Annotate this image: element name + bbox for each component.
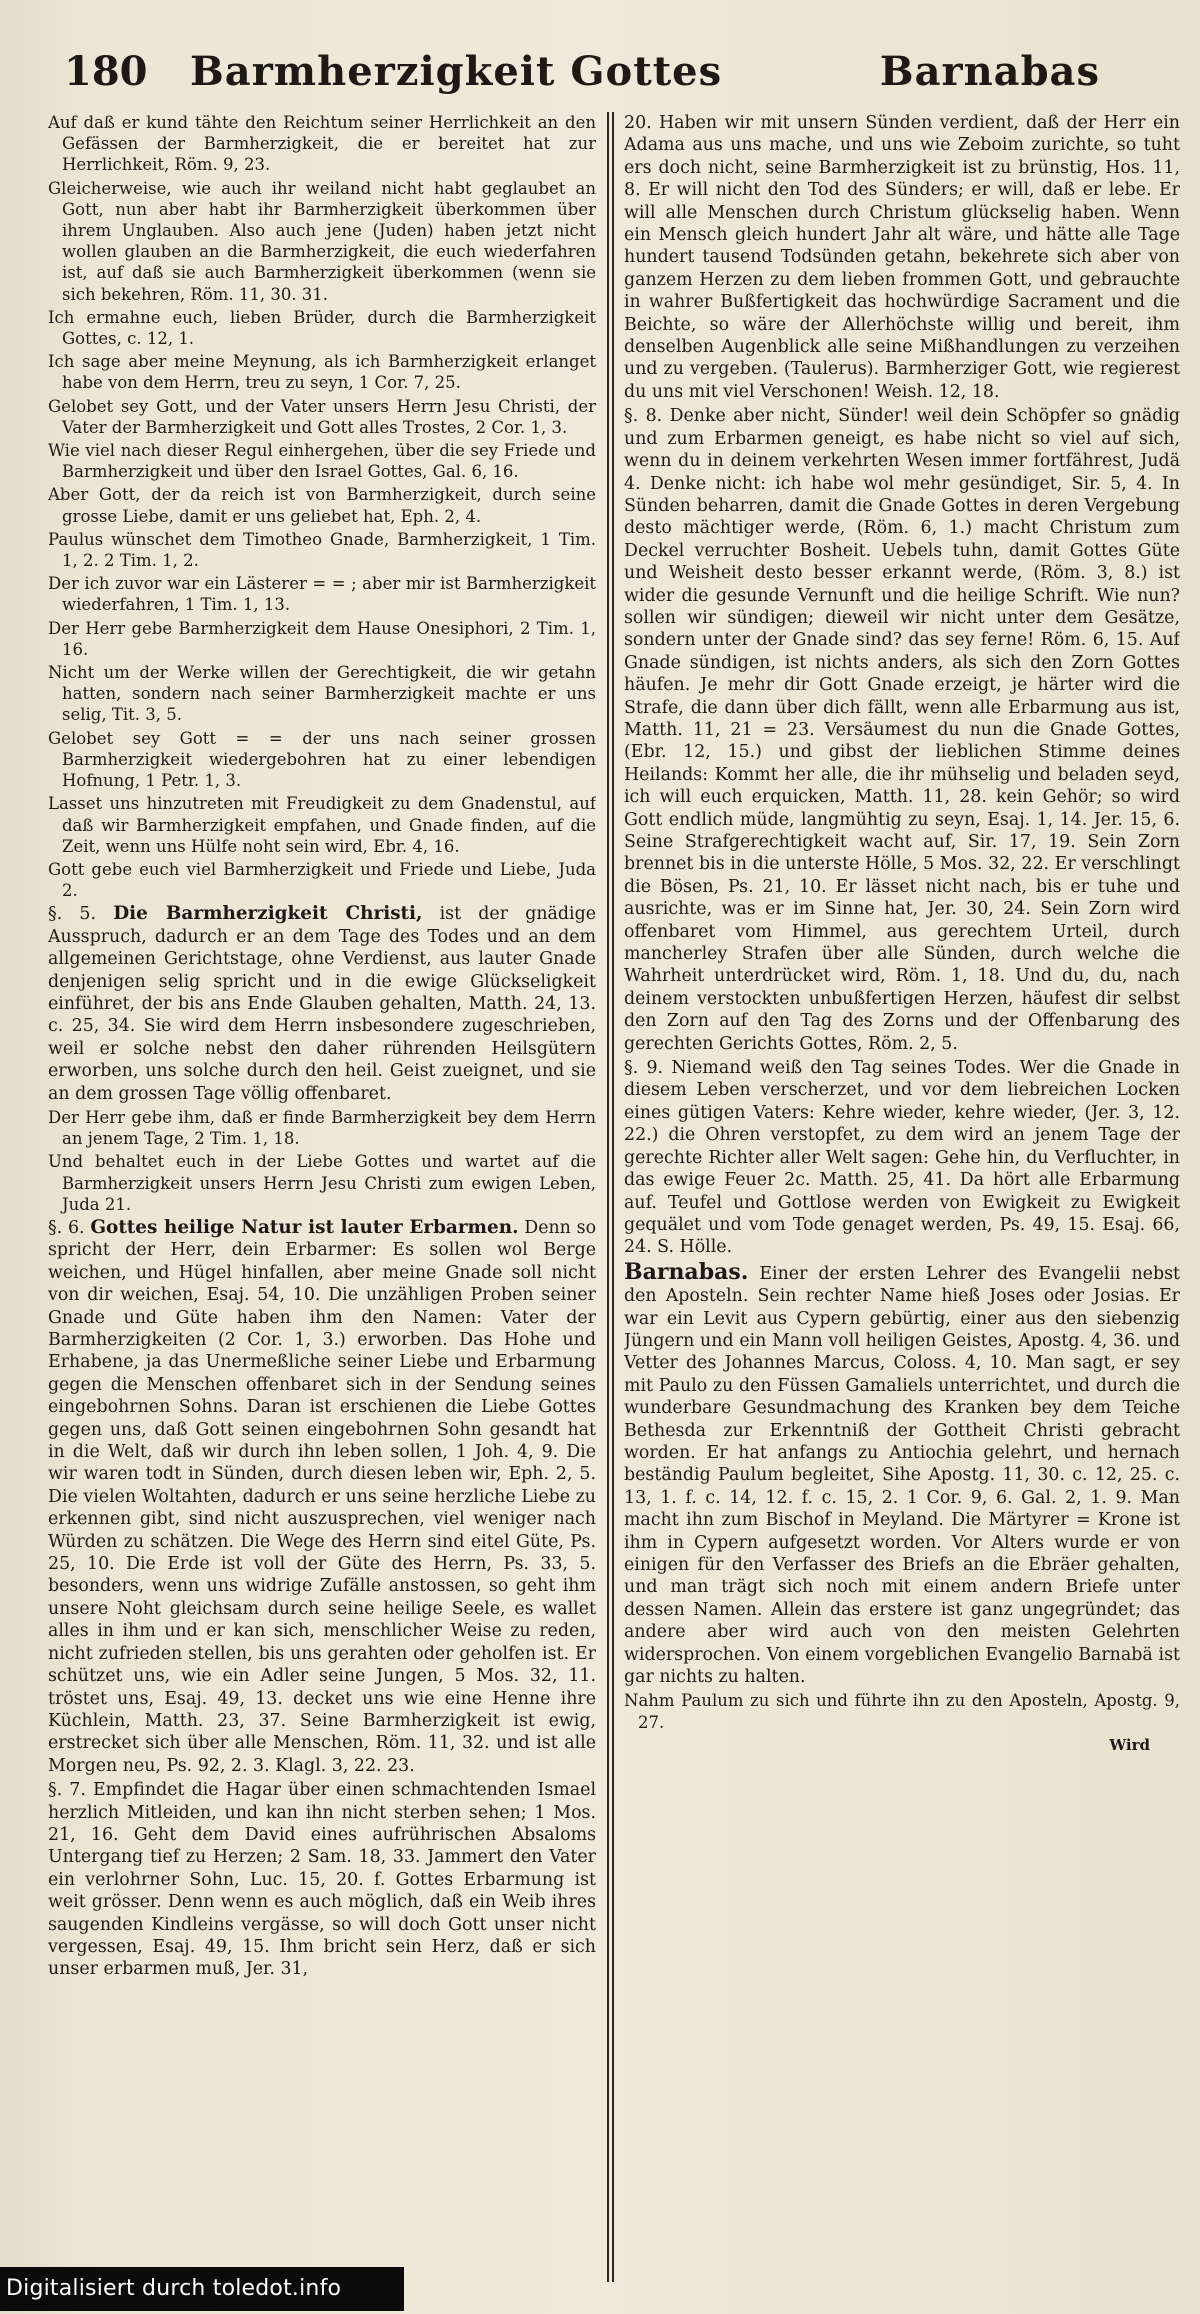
entry-headword: Barnabas.: [624, 1258, 749, 1285]
column-divider: [612, 112, 614, 2282]
section-heading: Die Barmherzigkeit Christi,: [113, 903, 423, 925]
page-header: [50, 48, 1160, 108]
running-head-left: Barmherzigkeit Gottes: [190, 48, 723, 95]
section-heading: Gottes heilige Natur ist lauter Erbarmen.: [90, 1216, 519, 1238]
scripture-quote: Gelobet sey Gott = = der uns nach seiner grossen Barmherzigkeit wiedergebohren hat zu einer lebendigen Hofnung, 1 Petr. 1, 3.: [48, 728, 596, 791]
column-divider: [607, 112, 609, 2282]
section-number: §. 6.: [48, 1217, 85, 1238]
scripture-quote: Und behaltet euch in der Liebe Gottes und wartet auf die Barmherzigkeit unsers Herrn Jesu Christi zum ewigen Leben, Juda 21.: [48, 1152, 596, 1214]
section-paragraph: [48, 1779, 596, 1981]
section-paragraph: [624, 112, 1180, 403]
scripture-quote: Gleicherweise, wie auch ihr weiland nicht habt geglaubet an Gott, nun aber habt ihr Barmherzigkeit überkommen über ihrem Unglauben. Also auch jene (Juden) haben jetzt nicht wollen glauben an die Barmherzigkeit, die euch wiederfahren ist, auf daß sie auch Barmherzigkeit überkommen (wenn sie sich bekehren, Röm. 11, 30. 31.: [48, 178, 596, 304]
section-paragraph: [624, 1057, 1180, 1259]
section-number: §. 5.: [48, 904, 96, 925]
scripture-quote: Der Herr gebe ihm, daß er finde Barmherzigkeit bey dem Herrn an jenem Tage, 2 Tim. 1, 18.: [48, 1107, 596, 1149]
section-paragraph: [48, 1217, 596, 1777]
body-text: Einer der ersten Lehrer des Evangelii nebst den Aposteln. Sein rechter Name hieß Joses oder Josias. Er war ein Levit aus Cypern gebürtig, einer aus den siebenzig Jüngern und ein Mann voll heiligen Geistes, Apostg. 4, 36. und Vetter des Johannes Marcus, Coloss. 4, 10. Man sagt, er sey mit Paulo zu den Füssen Gamaliels unterrichtet, und durch die wunderbare Gesundmachung des Kranken bey dem Teiche Bethesda zur Erkenntniß der Gottheit Christi gebracht worden. Er hat anfangs zu Antiochia gelehrt, und hernach beständig Paulum begleitet, Sihe Apostg. 11, 30. c. 12, 25. c. 13, 1. f. c. 14, 12. f. c. 15, 2. 1 Cor. 9, 6. Gal. 2, 1. 9. Man macht ihn zum Bischof in Meyland. Die Märtyrer = Krone ist ihm in Cypern aufgesetzt worden. Vor Alters wurde er von einigen für den Verfasser des Briefs an die Ebräer gehalten, und man trägt sich noch mit einem andern Briefe unter dessen Namen. Allein das erstere ist ganz ungegründet; das andere aber wird auch von den meisten Gelehrten widersprochen. Von einem vorgeblichen Evangelio Barnabä ist gar nichts zu halten.: [624, 1263, 1180, 1688]
body-text: Denke aber nicht, Sünder! weil dein Schöpfer so gnädig und zum Erbarmen geneigt, es habe nicht so viel auf sich, wenn du in deinem verkehrten Wesen immer fortfährest, Judä 4. Denke nicht: ich habe wol mehr gesündiget, Sir. 5, 4. In Sünden beharren, damit die Gnade Gottes in deren Vergebung desto mächtiger werde, (Röm. 6, 1.) macht Christum zum Deckel verruchter Bosheit. Uebels tuhn, damit Gottes Güte und Weisheit desto besser erkannt werde, (Röm. 3, 8.) ist wider die gesunde Vernunft und die heilige Schrift. Wie nun? sollen wir sündigen; dieweil wir nicht unter dem Gesätze, sondern unter der Gnade sind? das sey ferne! Röm. 6, 15. Auf Gnade sündigen, ist nichts anders, als sich den Zorn Gottes häufen. Je mehr dir Gott Gnade erzeigt, je härter wird die Strafe, die dann über dich fällt, wenn alle Erbarmung aus ist, Matth. 11, 21 = 23. Versäumest du nun die Gnade Gottes, (Ebr. 12, 15.) und gibst der lieblichen Stimme deines Heilands: Kommt her alle, die ihr mühselig und beladen seyd, ich will euch erquicken, Matth. 11, 28. kein Gehör; so wird Gott endlich müde, langmühtig zu seyn, Esaj. 1, 14. Jer. 15, 6. Seine Strafgerechtigkeit wacht auf, Sir. 17, 19. Sein Zorn brennet bis in die unterste Hölle, 5 Mos. 32, 22. Er verschlingt die Bösen, Ps. 21, 10. Er lässet nicht nach, bis er tuhe und ausrichte, was er im Sinne hat, Jer. 30, 24. Sein Zorn wird offenbaret vom Himmel, aus gerechtem Urteil, durch mancherley Strafen über alle Sünden, durch welche die Wahrheit unterdrücket wird, Röm. 1, 18. Und du, du, nach deinem verstockten unbußfertigen Herzen, häufest dir selbst den Zorn auf den Tag des Zorns und der Offenbarung des gerechten Gerichts Gottes, Röm. 2, 5.: [624, 406, 1180, 1054]
section-paragraph: [48, 903, 596, 1105]
running-head-right: Barnabas: [879, 48, 1100, 95]
section-paragraph: [624, 405, 1180, 1055]
right-column: [624, 112, 1180, 2292]
left-column: [48, 112, 596, 2292]
scripture-quote: Der ich zuvor war ein Lästerer = = ; aber mir ist Barmherzigkeit wiederfahren, 1 Tim. 1, 13.: [48, 574, 596, 615]
scripture-quote: Paulus wünschet dem Timotheo Gnade, Barmherzigkeit, 1 Tim. 1, 2. 2 Tim. 1, 2.: [48, 529, 596, 571]
scripture-quote: Nahm Paulum zu sich und führte ihn zu den Aposteln, Apostg. 9, 27.: [624, 1691, 1180, 1732]
section-number: §. 7.: [48, 1780, 86, 1801]
scripture-quote: Wie viel nach dieser Regul einhergehen, über die sey Friede und Barmherzigkeit und über den Israel Gottes, Gal. 6, 16.: [48, 441, 596, 482]
body-text: 20. Haben wir mit unsern Sünden verdient, daß der Herr ein Adama aus uns mache, und uns wie Zeboim zurichte, so tuht ers doch nicht, seine Barmherzigkeit ist zu brünstig, Hos. 11, 8. Er will nicht den Tod des Sünders; er will, daß er lebe. Er will alle Menschen durch Christum glückselig haben. Wenn ein Mensch gleich hundert Jahr alt wäre, und hätte alle Tage hundert tausend Todsünden getahn, bekehrete sich aber von ganzem Herzen zu dem lieben frommen Gott, und gebrauchte in wahrer Bußfertigkeit das hochwürdige Sacrament und die Beichte, so wäre der Allerhöchste willig und bereit, ihm denselben Augenblick alle seine Mißhandlungen zu verzeihen und zu vergeben. (Taulerus). Barmherziger Gott, wie regierest du uns mit viel Verschonen! Weish. 12, 18.: [624, 113, 1180, 402]
digitization-credit: Digitalisiert durch toledot.info: [0, 2267, 404, 2311]
entry-paragraph: [624, 1258, 1180, 1689]
body-text: Denn so spricht der Herr, dein Erbarmer: Es sollen wol Berge weichen, und Hügel hinfallen, aber meine Gnade soll nicht von dir weichen, Esaj. 54, 10. Die unzähligen Proben seiner Gnade und Güte haben ihm den Namen: Vater der Barmherzigkeiten (2 Cor. 1, 3.) erworben. Das Hohe und Erhabene, ja das Unermeßliche seiner Liebe und Erbarmung gegen die Menschen offenbaret sich in der Sendung seines eingebohrnen Sohns. Daran ist erschienen die Liebe Gottes gegen uns, daß Gott seinen eingebohrnen Sohn gesandt hat in die Welt, daß wir durch ihn leben sollen, 1 Joh. 4, 9. Die wir waren todt in Sünden, durch diesen leben wir, Eph. 2, 5. Die vielen Woltahten, dadurch er uns seine herzliche Liebe zu erkennen gibt, sind nicht auszusprechen, viel weniger nach Würden zu schätzen. Die Wege des Herrn sind eitel Güte, Ps. 25, 10. Die Erde ist voll der Güte des Herrn, Ps. 33, 5. besonders, wenn uns widrige Zufälle anstossen, so geht ihm unsere Noht gleichsam durch seine heilige Seele, es wallet alles in ihm und er kan sich, menschlicher Weise zu reden, nicht zufrieden stellen, bis uns gerahten oder geholfen ist. Er schützet uns, wie ein Adler seine Jungen, 5 Mos. 32, 11. tröstet uns, Esaj. 49, 13. decket uns wie eine Henne ihre Küchlein, Matth. 23, 37. Seine Barmherzigkeit ist ewig, erstrecket sich über alle Menschen, Röm. 11, 32. und ist alle Morgen neu, Ps. 92, 2. 3. Klagl. 3, 22. 23.: [48, 1217, 596, 1776]
scripture-quote: Ich sage aber meine Meynung, als ich Barmherzigkeit erlanget habe von dem Herrn, treu zu seyn, 1 Cor. 7, 25.: [48, 352, 596, 393]
catchword: Wird: [1109, 1735, 1150, 1754]
body-text: ist der gnädige Ausspruch, dadurch er an dem Tage des Todes und an dem allgemeinen Gerichtstage, ohne Verdienst, aus lauter Gnade denjenigen selig spricht und in die ewige Glückseligkeit einführet, der bis ans Ende Glauben gehalten, Matth. 24, 13. c. 25, 34. Sie wird dem Herrn insbesondere zugeschrieben, weil er solche nebst den daher rührenden Heilsgütern erworben, uns solche durch den heil. Geist zueignet, und sie an dem grossen Tage völlig offenbaret.: [48, 904, 596, 1104]
page-number: 180: [64, 48, 148, 95]
scripture-quote: Nicht um der Werke willen der Gerechtigkeit, die wir getahn hatten, sondern nach seiner Barmherzigkeit machte er uns selig, Tit. 3, 5.: [48, 663, 596, 725]
scripture-quote: Ich ermahne euch, lieben Brüder, durch die Barmherzigkeit Gottes, c. 12, 1.: [48, 307, 596, 349]
scripture-quote: Der Herr gebe Barmherzigkeit dem Hause Onesiphori, 2 Tim. 1, 16.: [48, 618, 596, 659]
scripture-quote: Aber Gott, der da reich ist von Barmherzigkeit, durch seine grosse Liebe, damit er uns geliebet hat, Eph. 2, 4.: [48, 485, 596, 526]
body-text: Empfindet die Hagar über einen schmachtenden Ismael herzlich Mitleiden, und kan ihn nicht sterben sehen; 1 Mos. 21, 16. Geht dem David eines aufrührischen Absaloms Untergang tief zu Herzen; 2 Sam. 18, 33. Jammert den Vater ein verlohrner Sohn, Luc. 15, 20. f. Gottes Erbarmung ist weit grösser. Denn wenn es auch möglich, daß ein Weib ihres saugenden Kindleins vergässe, so will doch Gott unser nicht vergessen, Esaj. 49, 15. Ihm bricht sein Herz, daß er sich unser erbarmen muß, Jer. 31,: [48, 1780, 596, 1980]
body-text: Niemand weiß den Tag seines Todes. Wer die Gnade in diesem Leben verscherzet, und vor dem liebreichen Locken eines gütigen Vaters: Kehre wieder, kehre wieder, (Jer. 3, 12. 22.) die Ohren verstopfet, zu dem wird an jenem Tage der gerechte Richter aller Welt sagen: Gehe hin, du Verfluchter, in das ewige Feuer 2c. Matth. 25, 41. Da hört alle Erbarmung auf. Teufel und Gottlose werden von Ewigkeit zu Ewigkeit gequälet und vom Tode genaget werden, Ps. 49, 15. Esaj. 66, 24. S. Hölle.: [624, 1058, 1180, 1258]
scripture-quote: Auf daß er kund tähte den Reichtum seiner Herrlichkeit an den Gefässen der Barmherzigkeit, die er bereitet hat zur Herrlichkeit, Röm. 9, 23.: [48, 113, 596, 175]
section-number: §. 8.: [624, 406, 663, 427]
scripture-quote: Lasset uns hinzutreten mit Freudigkeit zu dem Gnadenstul, auf daß wir Barmherzigkeit empfahen, und Gnade finden, auf die Zeit, wenn uns Hülfe noht sein wird, Ebr. 4, 16.: [48, 794, 596, 856]
scripture-quote: Gott gebe euch viel Barmherzigkeit und Friede und Liebe, Juda 2.: [48, 859, 596, 901]
section-number: §. 9.: [624, 1058, 664, 1079]
scripture-quote: Gelobet sey Gott, und der Vater unsers Herrn Jesu Christi, der Vater der Barmherzigkeit und Gott alles Trostes, 2 Cor. 1, 3.: [48, 396, 596, 437]
